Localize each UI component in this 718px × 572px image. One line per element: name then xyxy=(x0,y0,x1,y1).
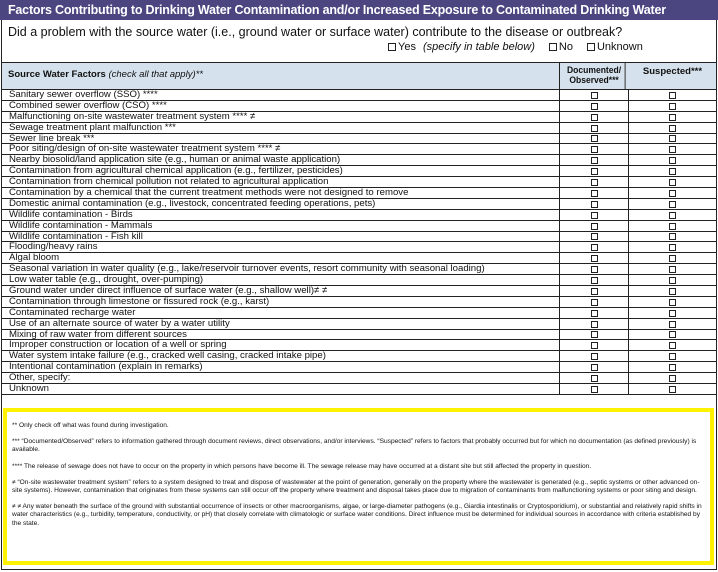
suspected-checkbox[interactable] xyxy=(669,157,676,164)
documented-checkbox[interactable] xyxy=(591,125,598,132)
suspected-checkbox[interactable] xyxy=(669,168,676,175)
table-row xyxy=(2,275,716,286)
documented-cell xyxy=(560,90,629,100)
documented-cell xyxy=(560,242,629,252)
suspected-cell xyxy=(629,210,716,220)
documented-cell xyxy=(560,232,629,242)
suspected-checkbox[interactable] xyxy=(669,223,676,230)
suspected-cell xyxy=(629,297,716,307)
factor-label: Contamination from chemical pollution not related to agricultural application xyxy=(2,177,560,187)
documented-checkbox[interactable] xyxy=(591,146,598,153)
factor-label: Domestic animal contamination (e.g., livestock, concentrated feeding operations, pets) xyxy=(2,199,560,209)
documented-checkbox[interactable] xyxy=(591,190,598,197)
documented-checkbox[interactable] xyxy=(591,321,598,328)
suspected-checkbox[interactable] xyxy=(669,190,676,197)
suspected-cell xyxy=(629,221,716,231)
yes-label: Yes xyxy=(398,41,416,53)
factor-label: Improper construction or location of a well or spring xyxy=(2,340,560,350)
suspected-cell xyxy=(629,286,716,296)
table-row xyxy=(2,210,716,221)
documented-checkbox[interactable] xyxy=(591,299,598,306)
table-row xyxy=(2,264,716,275)
documented-checkbox[interactable] xyxy=(591,103,598,110)
factor-label: Wildlife contamination - Fish kill xyxy=(2,232,560,242)
documented-checkbox[interactable] xyxy=(591,168,598,175)
table-row xyxy=(2,308,716,319)
documented-checkbox[interactable] xyxy=(591,375,598,382)
documented-cell xyxy=(560,144,629,154)
factor-label: Poor siting/design of on-site wastewater treatment system **** ≠ xyxy=(2,144,560,154)
suspected-cell xyxy=(629,155,716,165)
suspected-cell xyxy=(629,232,716,242)
suspected-cell xyxy=(629,275,716,285)
factor-label: Wildlife contamination - Birds xyxy=(2,210,560,220)
suspected-cell xyxy=(629,199,716,209)
documented-cell xyxy=(560,264,629,274)
no-label: No xyxy=(558,41,573,53)
documented-checkbox[interactable] xyxy=(591,114,598,121)
table-row xyxy=(2,330,716,341)
documented-checkbox[interactable] xyxy=(591,179,598,186)
documented-cell xyxy=(560,221,629,231)
documented-cell xyxy=(560,253,629,263)
option-no[interactable] xyxy=(549,41,573,53)
table-row xyxy=(2,297,716,308)
suspected-checkbox[interactable] xyxy=(669,92,676,99)
documented-cell xyxy=(560,134,629,144)
suspected-checkbox[interactable] xyxy=(669,364,676,371)
documented-cell xyxy=(560,177,629,187)
documented-cell xyxy=(560,362,629,372)
factor-label: Sewer line break *** xyxy=(2,134,560,144)
factor-label: Use of an alternate source of water by a water utility xyxy=(2,319,560,329)
table-row xyxy=(2,155,716,166)
suspected-checkbox[interactable] xyxy=(669,375,676,382)
suspected-checkbox[interactable] xyxy=(669,244,676,251)
factor-label: Contamination by a chemical that the current treatment methods were not designed to remove xyxy=(2,188,560,198)
suspected-checkbox[interactable] xyxy=(669,266,676,273)
factor-label: Combined sewer overflow (CSO) **** xyxy=(2,101,560,111)
header-documented-line1: Documented/ xyxy=(566,65,622,76)
documented-cell xyxy=(560,275,629,285)
documented-cell xyxy=(560,308,629,318)
suspected-cell xyxy=(629,384,716,394)
documented-checkbox[interactable] xyxy=(591,277,598,284)
factor-label: Contamination from agricultural chemical application (e.g., fertilizer, pesticides) xyxy=(2,166,560,176)
documented-cell xyxy=(560,155,629,165)
documented-cell xyxy=(560,199,629,209)
factor-label: Malfunctioning on-site wastewater treatment system **** ≠ xyxy=(2,112,560,122)
suspected-cell xyxy=(629,351,716,361)
factor-label: Sewage treatment plant malfunction *** xyxy=(2,123,560,133)
documented-checkbox[interactable] xyxy=(591,157,598,164)
suspected-checkbox[interactable] xyxy=(669,310,676,317)
suspected-cell xyxy=(629,253,716,263)
yes-note: (specify in table below) xyxy=(423,41,535,53)
footnote: *** “Documented/Observed” refers to information gathered through document reviews, direct observations, and/or interviews. “Suspected” refers to factors that probably occurred but for which no documentation (as defined previously) is available. xyxy=(12,438,697,454)
suspected-checkbox[interactable] xyxy=(669,103,676,110)
table-row xyxy=(2,384,716,395)
documented-checkbox[interactable] xyxy=(591,364,598,371)
documented-checkbox[interactable] xyxy=(591,223,598,230)
factor-label: Intentional contamination (explain in remarks) xyxy=(2,362,560,372)
factor-label: Sanitary sewer overflow (SSO) **** xyxy=(2,90,560,100)
documented-cell xyxy=(560,123,629,133)
table-row xyxy=(2,177,716,188)
source-water-question: Did a problem with the source water (i.e., ground water or surface water) contribute to the disease or outbreak? xyxy=(8,25,623,39)
table-row xyxy=(2,319,716,330)
suspected-cell xyxy=(629,177,716,187)
no-checkbox[interactable] xyxy=(549,43,557,51)
suspected-cell xyxy=(629,134,716,144)
suspected-checkbox[interactable] xyxy=(669,331,676,338)
section-title: Factors Contributing to Drinking Water Contamination and/or Increased Exposure to Contaminated Drinking Water xyxy=(0,0,718,20)
documented-checkbox[interactable] xyxy=(591,331,598,338)
header-factors xyxy=(2,63,560,89)
header-documented-line2: Observed*** xyxy=(569,75,619,86)
header-documented xyxy=(563,63,625,89)
documented-checkbox[interactable] xyxy=(591,386,598,393)
suspected-checkbox[interactable] xyxy=(669,288,676,295)
documented-cell xyxy=(560,286,629,296)
factor-label: Flooding/heavy rains xyxy=(2,242,560,252)
table-row xyxy=(2,101,716,112)
suspected-checkbox[interactable] xyxy=(669,321,676,328)
option-unknown[interactable] xyxy=(587,41,643,53)
suspected-checkbox[interactable] xyxy=(669,114,676,121)
unknown-checkbox[interactable] xyxy=(587,43,595,51)
documented-cell xyxy=(560,112,629,122)
factor-label: Contamination through limestone or fissured rock (e.g., karst) xyxy=(2,297,560,307)
table-row xyxy=(2,123,716,134)
suspected-checkbox[interactable] xyxy=(669,353,676,360)
factor-label: Water system intake failure (e.g., cracked well casing, cracked intake pipe) xyxy=(2,351,560,361)
factor-label: Ground water under direct influence of surface water (e.g., shallow well)≠ ≠ xyxy=(2,286,560,296)
table-row xyxy=(2,373,716,384)
documented-checkbox[interactable] xyxy=(591,201,598,208)
suspected-checkbox[interactable] xyxy=(669,146,676,153)
documented-cell xyxy=(560,384,629,394)
table-row xyxy=(2,112,716,123)
suspected-checkbox[interactable] xyxy=(669,179,676,186)
documented-cell xyxy=(560,188,629,198)
factor-label: Low water table (e.g., drought, over-pumping) xyxy=(2,275,560,285)
suspected-cell xyxy=(629,264,716,274)
option-yes[interactable] xyxy=(388,41,535,53)
documented-checkbox[interactable] xyxy=(591,233,598,240)
documented-checkbox[interactable] xyxy=(591,342,598,349)
documented-checkbox[interactable] xyxy=(591,310,598,317)
documented-cell xyxy=(560,297,629,307)
footnotes-box xyxy=(3,408,714,565)
table-row xyxy=(2,221,716,232)
suspected-cell xyxy=(629,308,716,318)
documented-cell xyxy=(560,351,629,361)
documented-cell xyxy=(560,373,629,383)
table-row xyxy=(2,188,716,199)
footnote: **** The release of sewage does not have to occur on the property in which persons have become ill. The sewage release may have occurred at a distant site but still affected the property in question. xyxy=(12,462,592,470)
table-row xyxy=(2,232,716,243)
documented-cell xyxy=(560,340,629,350)
suspected-cell xyxy=(629,340,716,350)
factor-label: Contaminated recharge water xyxy=(2,308,560,318)
documented-cell xyxy=(560,330,629,340)
documented-cell xyxy=(560,210,629,220)
suspected-checkbox[interactable] xyxy=(669,299,676,306)
suspected-cell xyxy=(629,112,716,122)
suspected-checkbox[interactable] xyxy=(669,135,676,142)
table-row xyxy=(2,253,716,264)
documented-cell xyxy=(560,101,629,111)
documented-cell xyxy=(560,166,629,176)
table-row xyxy=(2,340,716,351)
suspected-checkbox[interactable] xyxy=(669,233,676,240)
factor-label: Mixing of raw water from different sources xyxy=(2,330,560,340)
suspected-cell xyxy=(629,330,716,340)
suspected-checkbox[interactable] xyxy=(669,201,676,208)
suspected-checkbox[interactable] xyxy=(669,277,676,284)
documented-cell xyxy=(560,319,629,329)
table-row xyxy=(2,144,716,155)
table-row xyxy=(2,242,716,253)
yes-checkbox[interactable] xyxy=(388,43,396,51)
footnote: ** Only check off what was found during investigation. xyxy=(12,422,169,429)
answer-options xyxy=(388,41,643,53)
footnote: ≠ “On-site wastewater treatment system” refers to a system designed to treat and dispose of wastewater at the point of generation, generally on the property where the wastewater is generated (e.g., septic systems or other advanced on-site systems). However, contamination that originates from these systems can still occur off the property where treatment and disposal takes place due to migration of contaminants from malfunctioning systems or poor siting and design. xyxy=(12,478,700,495)
table-row xyxy=(2,134,716,145)
header-factors-label: Source Water Factors xyxy=(8,69,106,80)
suspected-cell xyxy=(629,373,716,383)
suspected-checkbox[interactable] xyxy=(669,342,676,349)
documented-checkbox[interactable] xyxy=(591,92,598,99)
factor-label: Unknown xyxy=(2,384,560,394)
documented-checkbox[interactable] xyxy=(591,212,598,219)
suspected-cell xyxy=(629,166,716,176)
documented-checkbox[interactable] xyxy=(591,255,598,262)
header-suspected: Suspected*** xyxy=(642,66,703,77)
table-header xyxy=(2,63,716,90)
documented-checkbox[interactable] xyxy=(591,266,598,273)
header-factors-note: (check all that apply)** xyxy=(108,69,204,80)
documented-checkbox[interactable] xyxy=(591,288,598,295)
factor-label: Seasonal variation in water quality (e.g., lake/reservoir turnover events, resort community with seasonal loading) xyxy=(2,264,560,274)
unknown-label: Unknown xyxy=(596,41,643,53)
suspected-cell xyxy=(629,242,716,252)
suspected-checkbox[interactable] xyxy=(669,255,676,262)
suspected-cell xyxy=(629,188,716,198)
factor-label: Other, specify: xyxy=(2,373,560,383)
suspected-cell xyxy=(629,144,716,154)
factor-label: Wildlife contamination - Mammals xyxy=(2,221,560,231)
table-row xyxy=(2,90,716,101)
table-row xyxy=(2,351,716,362)
source-water-factors-table xyxy=(2,62,716,395)
suspected-cell xyxy=(629,319,716,329)
table-row xyxy=(2,286,716,297)
suspected-cell xyxy=(629,101,716,111)
table-row xyxy=(2,362,716,373)
documented-checkbox[interactable] xyxy=(591,135,598,142)
factor-label: Nearby biosolid/land application site (e.g., human or animal waste application) xyxy=(2,155,560,165)
documented-checkbox[interactable] xyxy=(591,353,598,360)
suspected-cell xyxy=(629,362,716,372)
suspected-checkbox[interactable] xyxy=(669,386,676,393)
suspected-cell xyxy=(629,90,716,100)
documented-checkbox[interactable] xyxy=(591,244,598,251)
footnote: ≠ ≠ Any water beneath the surface of the ground with substantial occurrence of insects or other macroorganisms, algae, or large-diameter pathogens (e.g., Giardia intestinalis or Cryptosporidium), or substantial and relatively rapid shifts in water characteristics (e.g., turbidity, temperature, conductivity, or pH) that closely correlate with climatologic or surface water conditions. Direct influence must be determined for individual sources in accordance with criteria established by the state. xyxy=(12,503,702,527)
suspected-checkbox[interactable] xyxy=(669,212,676,219)
table-row xyxy=(2,199,716,210)
suspected-checkbox[interactable] xyxy=(669,125,676,132)
table-row xyxy=(2,166,716,177)
table-body xyxy=(2,90,716,395)
factor-label: Algal bloom xyxy=(2,253,560,263)
suspected-cell xyxy=(629,123,716,133)
